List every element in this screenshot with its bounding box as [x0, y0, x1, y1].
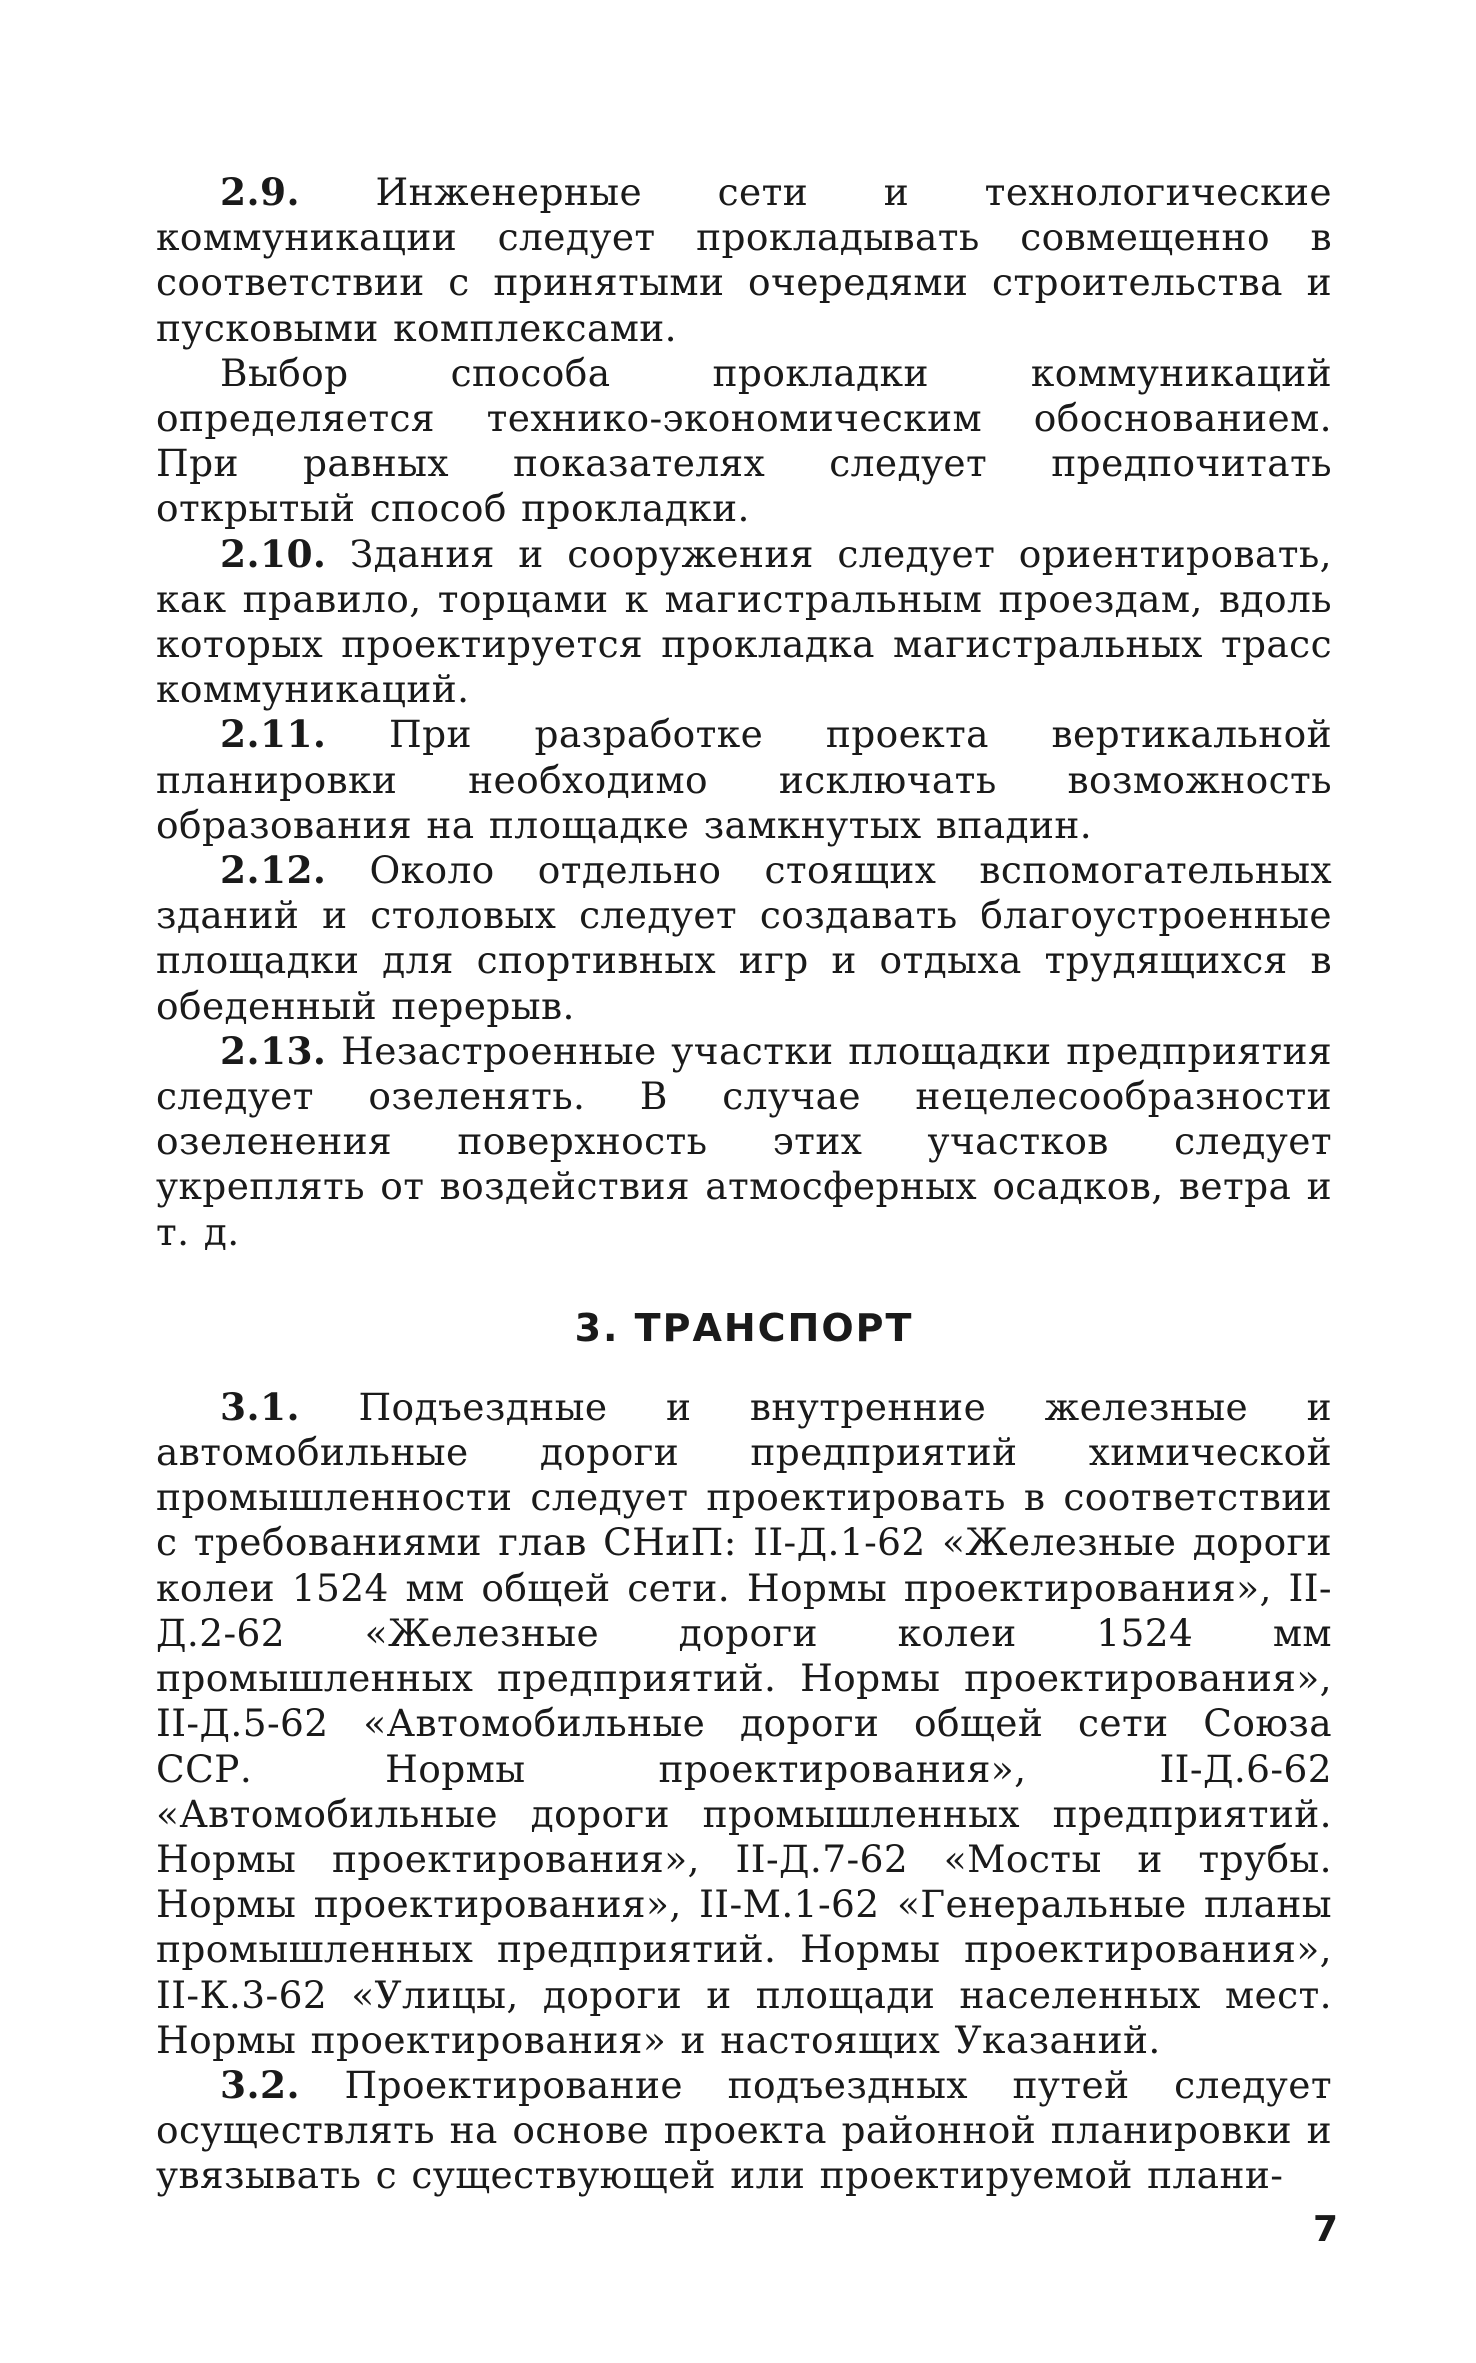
paragraph-3-1 [156, 1385, 1332, 2063]
clause-number: 2.11. [220, 712, 327, 757]
paragraph-text: Проектирование подъездных путей следует осуществлять на основе проекта районной планировки и увязывать с существующей или проектируемой плани- [156, 2062, 1332, 2198]
paragraph-2-9-continued [156, 351, 1332, 532]
page-number: 7 [1312, 2209, 1338, 2250]
paragraph-text: Инженерные сети и технологические коммуникации следует прокладывать совмещенно в соответствии с принятыми очередями строительства и пусковыми комплексами. [156, 170, 1332, 350]
paragraph-text: Подъездные и внутренние железные и автомобильные дороги предприятий химической промышленности следует проектировать в соответствии с требованиями глав СНиП: II-Д.1-62 «Железные дороги колеи 1524 мм общей сети. Нормы проектирования», II-Д.2-62 «Железные дороги колеи 1524 мм промышленных предприятий. Нормы проектирования», II-Д.5-62 «Автомобильные дороги общей сети Союза ССР. Нормы проектирования», II-Д.6-62 «Автомобильные дороги промышленных предприятий. Нормы проектирования», II-Д.7-62 «Мосты и трубы. Нормы проектирования», II-М.1-62 «Генеральные планы промышленных предприятий. Нормы проектирования», II-К.3-62 «Улицы, дороги и площади населенных мест. Нормы проектирования» и настоящих Указаний. [156, 1384, 1332, 2062]
section-title: 3. ТРАНСПОРТ [574, 1305, 914, 1350]
paragraph-text: Здания и сооружения следует ориентировать, как правило, торцами к магистральным проездам, вдоль которых проектируется прокладка магистральных трасс коммуникаций. [156, 531, 1332, 712]
paragraph-2-10 [156, 532, 1332, 713]
paragraph-text: Выбор способа прокладки коммуникаций определяется технико-экономическим обоснованием. При равных показателях следует предпочитать открытый способ прокладки. [156, 350, 1332, 531]
paragraph-2-12 [156, 848, 1332, 1029]
clause-number: 2.10. [220, 531, 327, 576]
clause-number: 2.12. [220, 848, 327, 893]
paragraph-text: При разработке проекта вертикальной планировки необходимо исключать возможность образования на площадке замкнутых впадин. [156, 712, 1332, 847]
clause-number: 2.9. [220, 170, 300, 214]
clause-number: 3.2. [220, 2062, 300, 2107]
clause-number: 3.1. [220, 1384, 300, 1429]
paragraph-text: Незастроенные участки площадки предприятия следует озеленять. В случае нецелесообразности озеленения поверхность этих участков следует укреплять от воздействия атмосферных осадков, ветра и т. д. [156, 1028, 1333, 1254]
document-page [156, 170, 1332, 2310]
paragraph-2-9 [156, 170, 1332, 351]
paragraph-text: Около отдельно стоящих вспомогательных зданий и столовых следует создавать благоустроенные площадки для спортивных игр и отдыха трудящихся в обеденный перерыв. [156, 848, 1332, 1028]
paragraph-2-11 [156, 712, 1332, 848]
paragraph-3-2 [156, 2063, 1332, 2199]
paragraph-2-13 [156, 1029, 1332, 1255]
clause-number: 2.13. [220, 1028, 327, 1073]
